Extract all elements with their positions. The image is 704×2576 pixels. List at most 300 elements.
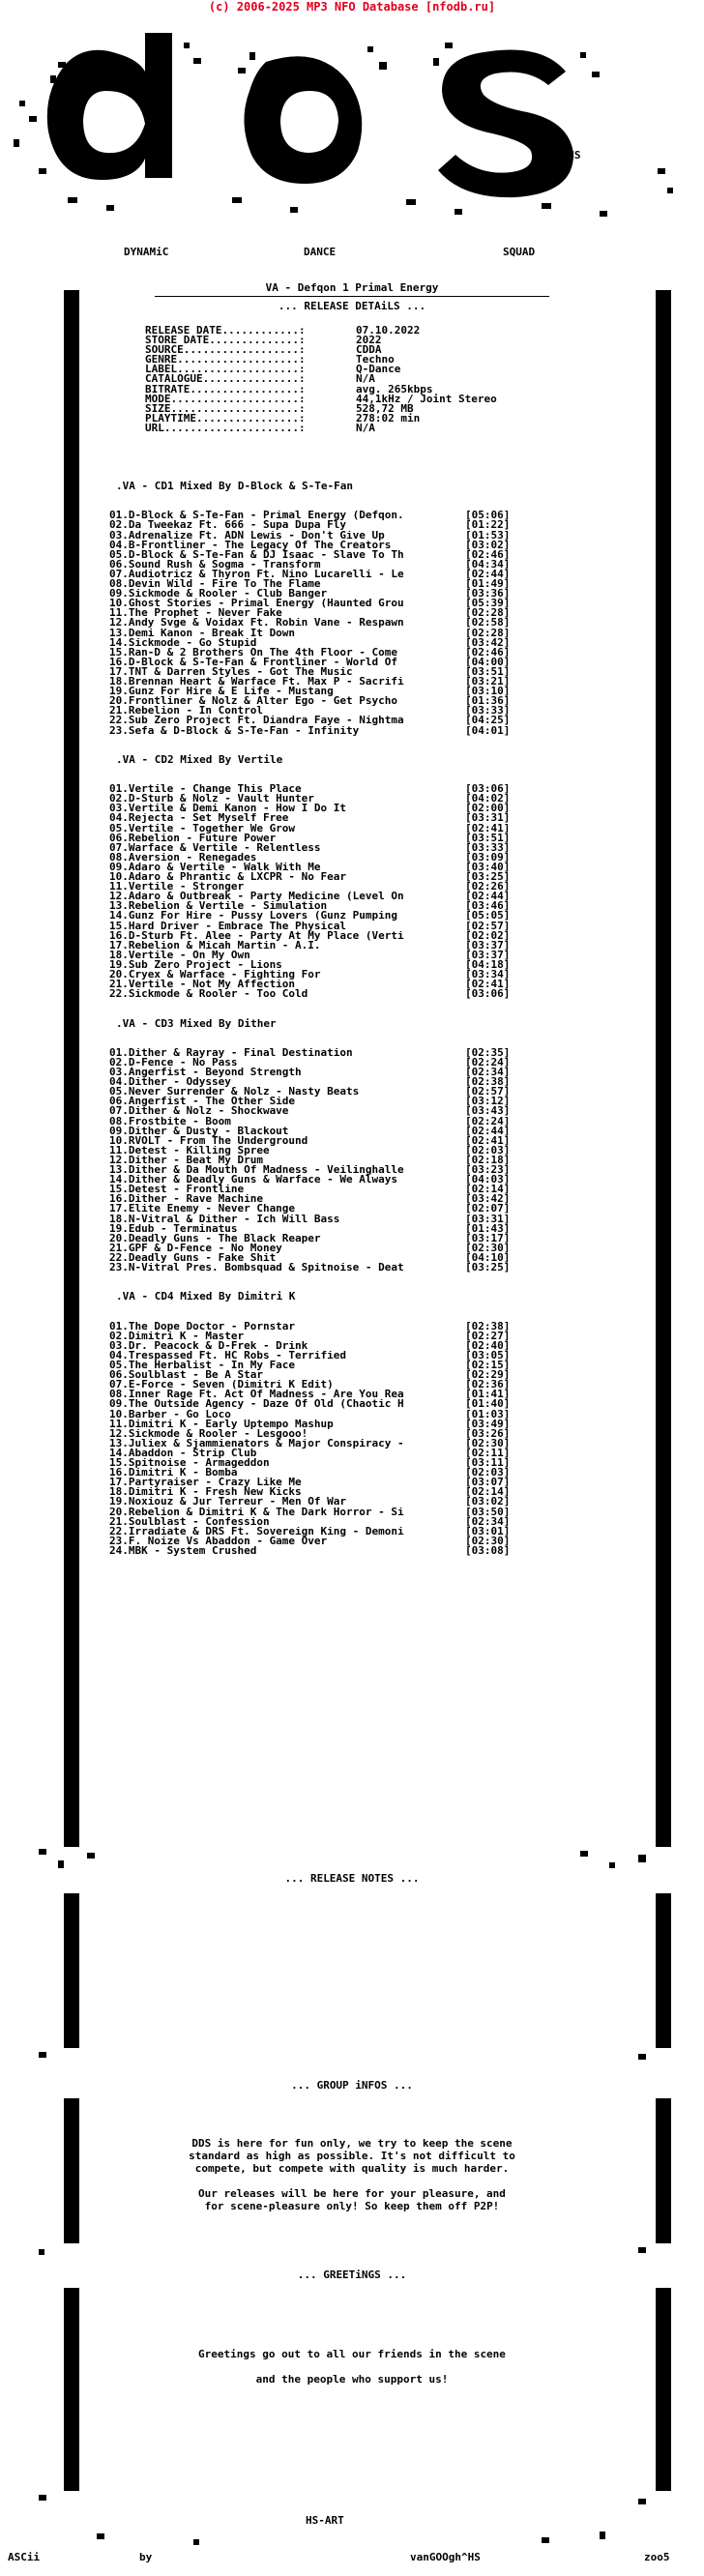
detail-value: avg. 265kbps xyxy=(356,382,433,395)
track-row xyxy=(109,1487,523,1497)
track-row xyxy=(109,1114,523,1127)
track-row xyxy=(109,618,523,628)
track-title: 16.D-Sturb Ft. Alee - Party At My Place (Verti xyxy=(109,930,404,941)
track-row xyxy=(109,589,523,599)
track-row xyxy=(109,1390,523,1399)
track-row xyxy=(109,1068,523,1077)
track-title: 16.Dither - Rave Machine xyxy=(109,1194,263,1205)
track-duration: [03:43] xyxy=(465,1104,511,1118)
track-title: 13.Rebelion & Vertile - Simulation xyxy=(109,901,328,912)
track-duration: [02:27] xyxy=(465,1329,511,1342)
track-row xyxy=(109,547,523,561)
track-duration: [02:30] xyxy=(465,1241,511,1254)
detail-value: 528,72 MB xyxy=(356,401,414,415)
track-duration: [03:25] xyxy=(465,870,511,883)
cd-heading: .VA - CD1 Mixed By D-Block & S-Te-Fan xyxy=(116,480,354,492)
track-row xyxy=(109,1505,523,1518)
track-row xyxy=(109,813,523,823)
track-title: 03.Adrenalize Ft. ADN Lewis - Don't Give Up xyxy=(109,530,385,541)
dds-logo xyxy=(0,23,704,255)
text-line: DDS is here for fun only, we try to keep the scene xyxy=(191,2137,513,2150)
track-title: 07.Warface & Vertile - Relentless xyxy=(109,842,321,853)
track-duration: [02:46] xyxy=(465,645,511,659)
detail-value: 278:02 min xyxy=(356,411,421,424)
track-duration: [03:31] xyxy=(465,1212,511,1225)
track-row xyxy=(109,1514,523,1528)
ornament-pixel xyxy=(39,2495,46,2501)
track-title: 23.F. Noize Vs Abaddon - Game Over xyxy=(109,1536,328,1546)
track-title: 10.RVOLT - From The Underground xyxy=(109,1135,308,1146)
track-row xyxy=(109,1175,523,1185)
track-duration: [02:41] xyxy=(465,821,511,834)
track-duration: [02:03] xyxy=(465,1466,511,1479)
track-title: 17.TNT & Darren Styles - Got The Music xyxy=(109,666,353,677)
track-title: 02.D-Sturb & Nolz - Vault Hunter xyxy=(109,794,314,805)
track-title: 10.Ghost Stories - Primal Energy (Haunted Grou xyxy=(109,599,404,609)
track-row xyxy=(109,989,523,999)
track-row xyxy=(109,901,523,911)
track-title: 06.Angerfist - The Other Side xyxy=(109,1097,296,1107)
track-duration: [03:09] xyxy=(465,850,511,864)
track-row xyxy=(109,850,523,864)
track-duration: [04:34] xyxy=(465,557,511,571)
track-duration: [01:43] xyxy=(465,1221,511,1235)
track-title: 11.Dimitri K - Early Uptempo Mashup xyxy=(109,1419,334,1429)
track-title: 14.Gunz For Hire - Pussy Lovers (Gunz Pumping xyxy=(109,911,398,922)
track-duration: [02:58] xyxy=(465,616,511,629)
track-title: 07.Audiotricz & Thyron Ft. Nino Lucarelli - Le xyxy=(109,569,404,579)
track-row xyxy=(109,723,523,737)
track-title: 01.The Dope Doctor - Pornstar xyxy=(109,1321,296,1332)
track-title: 03.Angerfist - Beyond Strength xyxy=(109,1068,302,1078)
track-duration: [02:14] xyxy=(465,1485,511,1499)
track-duration: [02:44] xyxy=(465,890,511,903)
track-title: 23.N-Vitral Pres. Bombsquad & Spitnoise - Deat xyxy=(109,1263,404,1273)
track-duration: [04:25] xyxy=(465,714,511,727)
track-title: 18.Vertile - On My Own xyxy=(109,950,250,960)
track-duration: [04:18] xyxy=(465,957,511,971)
track-row xyxy=(109,1241,523,1254)
detail-value: N/A xyxy=(356,421,375,434)
logo-side-g: G xyxy=(555,126,562,138)
track-title: 01.Vertile - Change This Place xyxy=(109,784,302,795)
greetings-frame xyxy=(64,2288,671,2491)
track-row xyxy=(109,938,523,951)
track-duration: [03:37] xyxy=(465,938,511,951)
track-row xyxy=(109,957,523,971)
track-row xyxy=(109,579,523,589)
track-title: 14.Dither & Deadly Guns & Warface - We Always xyxy=(109,1175,398,1186)
track-duration: [05:39] xyxy=(465,597,511,610)
track-duration: [03:12] xyxy=(465,1095,511,1108)
cd-heading: .VA - CD3 Mixed By Dither xyxy=(116,1016,277,1030)
track-duration: [03:51] xyxy=(465,664,511,678)
track-duration: [02:36] xyxy=(465,1378,511,1391)
detail-value: 44,1kHz / Joint Stereo xyxy=(356,392,497,405)
track-duration: [03:34] xyxy=(465,968,511,981)
track-row xyxy=(109,557,523,571)
track-duration: [02:40] xyxy=(465,1338,511,1352)
track-title: 19.Edub - Terminatus xyxy=(109,1223,238,1234)
track-title: 20.Deadly Guns - The Black Reaper xyxy=(109,1233,321,1244)
text-line: for scene-pleasure only! So keep them off P2P! xyxy=(204,2200,500,2212)
track-duration: [04:01] xyxy=(465,723,511,737)
track-title: 22.Sub Zero Project Ft. Diandra Faye - Nightma xyxy=(109,716,404,726)
text-line: standard as high as possible. It's not difficult to xyxy=(189,2150,515,2162)
track-duration: [04:00] xyxy=(465,655,511,668)
track-duration: [03:42] xyxy=(465,635,511,649)
track-row xyxy=(109,626,523,639)
track-row xyxy=(109,1524,523,1537)
track-title: 22.Irradiate & DRS Ft. Sovereign King - Demoni xyxy=(109,1526,404,1537)
release-details xyxy=(145,326,497,433)
track-title: 05.Never Surrender & Nolz - Nasty Beats xyxy=(109,1087,360,1098)
track-title: 21.GPF & D-Fence - No Money xyxy=(109,1243,282,1253)
track-row xyxy=(109,1194,523,1204)
track-row xyxy=(109,1077,523,1087)
track-duration: [03:40] xyxy=(465,860,511,873)
track-duration: [02:34] xyxy=(465,1066,511,1078)
track-duration: [02:28] xyxy=(465,626,511,639)
track-row xyxy=(109,1221,523,1235)
track-title: 12.Andy Svge & Voidax Ft. Robin Vane - Respawn xyxy=(109,618,404,629)
logo-letter-s xyxy=(438,50,573,198)
track-duration: [02:30] xyxy=(465,1436,511,1449)
track-duration: [02:46] xyxy=(465,547,511,561)
track-duration: [03:07] xyxy=(465,1476,511,1489)
track-title: 22.Deadly Guns - Fake Shit xyxy=(109,1252,277,1263)
track-title: 08.Devin Wild - Fire To The Flame xyxy=(109,579,321,590)
ornament-pixel xyxy=(97,2533,104,2539)
track-row xyxy=(109,706,523,716)
track-row xyxy=(109,1534,523,1547)
track-title: 02.D-Fence - No Pass xyxy=(109,1057,238,1068)
track-title: 13.Dither & Da Mouth Of Madness - Veilinghalle xyxy=(109,1165,404,1176)
track-row xyxy=(109,1250,523,1264)
detail-key: CATALOGUE...............: xyxy=(145,372,306,386)
track-row xyxy=(109,520,523,530)
track-duration: [01:22] xyxy=(465,518,511,532)
track-duration: [02:57] xyxy=(465,1085,511,1098)
track-duration: [02:29] xyxy=(465,1368,511,1382)
ornament-pixel xyxy=(638,2499,646,2504)
track-row xyxy=(109,980,523,989)
track-row xyxy=(109,1087,523,1097)
track-row xyxy=(109,928,523,942)
track-title: 15.Detest - Frontline xyxy=(109,1185,245,1195)
track-row xyxy=(109,970,523,980)
track-row xyxy=(109,948,523,961)
footer-zoo5: zoo5 xyxy=(644,2551,670,2563)
ornament-pixel xyxy=(58,1860,64,1868)
track-row xyxy=(109,821,523,834)
track-row xyxy=(109,511,523,520)
track-title: 09.Sickmode & Rooler - Club Banger xyxy=(109,589,328,600)
cd-heading: .VA - CD4 Mixed By Dimitri K xyxy=(116,1290,296,1303)
track-duration: [02:18] xyxy=(465,1153,511,1166)
track-title: 20.Rebelion & Dimitri K & The Dark Horror - Si xyxy=(109,1507,404,1517)
track-duration: [02:28] xyxy=(465,606,511,620)
track-duration: [02:24] xyxy=(465,1055,511,1068)
track-title: 22.Sickmode & Rooler - Too Cold xyxy=(109,989,308,1000)
track-title: 05.The Herbalist - In My Face xyxy=(109,1361,296,1371)
track-duration: [02:00] xyxy=(465,802,511,815)
track-row xyxy=(109,1045,523,1059)
track-title: 20.Frontliner & Nolz & Alter Ego - Get Psycho xyxy=(109,696,398,707)
track-title: 24.MBK - System Crushed xyxy=(109,1545,257,1556)
detail-key: LABEL...................: xyxy=(145,363,306,376)
track-duration: [02:57] xyxy=(465,919,511,932)
track-duration: [04:03] xyxy=(465,1173,511,1186)
track-duration: [01:36] xyxy=(465,694,511,708)
track-row xyxy=(109,1478,523,1487)
logo-side-ohs: O"HS xyxy=(555,149,581,161)
track-title: 02.Da Tweekaz Ft. 666 - Supa Dupa Fly xyxy=(109,520,347,531)
track-duration: [02:11] xyxy=(465,1446,511,1459)
track-title: 09.Adaro & Vertile - Walk With Me xyxy=(109,862,321,872)
track-row xyxy=(109,1212,523,1225)
track-duration: [03:51] xyxy=(465,831,511,844)
track-title: 10.Barber - Go Loco xyxy=(109,1409,231,1420)
track-duration: [03:33] xyxy=(465,704,511,717)
track-row xyxy=(109,794,523,804)
track-duration: [04:10] xyxy=(465,1250,511,1264)
track-row xyxy=(109,645,523,659)
track-duration: [03:25] xyxy=(465,1261,511,1273)
track-row xyxy=(109,677,523,687)
track-duration: [03:50] xyxy=(465,1505,511,1518)
track-row xyxy=(109,1133,523,1147)
track-duration: [02:26] xyxy=(465,880,511,893)
track-title: 07.E-Force - Seven (Dimitri K Edit) xyxy=(109,1380,334,1390)
track-title: 11.Vertile - Stronger xyxy=(109,882,245,893)
track-title: 05.Vertile - Together We Grow xyxy=(109,823,296,834)
track-duration: [02:02] xyxy=(465,928,511,942)
track-title: 19.Gunz For Hire & E Life - Mustang xyxy=(109,687,334,697)
group-heading: ... GROUP iNFOS ... xyxy=(291,2079,413,2092)
ornament-pixel xyxy=(39,2052,46,2058)
track-duration: [03:23] xyxy=(465,1163,511,1176)
track-row xyxy=(109,538,523,551)
track-duration: [02:03] xyxy=(465,1143,511,1156)
track-title: 10.Adaro & Phrantic & LXCPR - No Fear xyxy=(109,872,347,883)
cd-heading: .VA - CD2 Mixed By Vertile xyxy=(116,752,283,766)
track-row xyxy=(109,911,523,921)
track-row xyxy=(109,528,523,542)
notes-frame xyxy=(64,1893,671,2048)
track-title: 19.Sub Zero Project - Lions xyxy=(109,959,282,970)
track-row xyxy=(109,1426,523,1440)
track-row xyxy=(109,872,523,882)
track-title: 05.D-Block & S-Te-Fan & DJ Isaac - Slave To Th xyxy=(109,549,404,560)
track-row xyxy=(109,1458,523,1468)
track-title: 02.Dimitri K - Master xyxy=(109,1331,245,1341)
track-row xyxy=(109,892,523,901)
track-duration: [03:33] xyxy=(465,840,511,854)
track-duration: [03:02] xyxy=(465,1495,511,1508)
track-title: 08.Frostbite - Boom xyxy=(109,1116,231,1127)
track-row xyxy=(109,1399,523,1409)
track-duration: [03:10] xyxy=(465,685,511,698)
track-title: 01.Dither & Rayray - Final Destination xyxy=(109,1047,353,1058)
track-duration: [03:26] xyxy=(465,1426,511,1440)
detail-value: 07.10.2022 xyxy=(356,324,421,337)
track-row xyxy=(109,1097,523,1106)
track-title: 21.Vertile - Not My Affection xyxy=(109,980,296,990)
track-row xyxy=(109,635,523,649)
track-title: 15.Hard Driver - Embrace The Physical xyxy=(109,921,347,931)
track-duration: [03:06] xyxy=(465,782,511,796)
track-row xyxy=(109,831,523,844)
ornament-pixel xyxy=(609,1862,615,1868)
track-title: 11.The Prophet - Never Fake xyxy=(109,608,282,619)
ornament-pixel xyxy=(39,1849,46,1855)
release-title: VA - Defqon 1 Primal Energy xyxy=(155,281,549,297)
track-duration: [03:08] xyxy=(465,1543,511,1557)
track-duration: [02:14] xyxy=(465,1183,511,1196)
track-title: 12.Adaro & Outbreak - Party Medicine (Level On xyxy=(109,892,404,902)
track-row xyxy=(109,860,523,873)
ornament-pixel xyxy=(600,2532,605,2539)
track-title: 14.Abaddon - Strip Club xyxy=(109,1448,257,1458)
detail-key: MODE....................: xyxy=(145,392,306,405)
track-duration: [02:41] xyxy=(465,1133,511,1147)
track-title: 16.D-Block & S-Te-Fan & Frontliner - World Of xyxy=(109,657,398,667)
track-title: 06.Sound Rush & Sogma - Transform xyxy=(109,559,321,570)
greetings-heading: ... GREETiNGS ... xyxy=(297,2269,407,2281)
track-title: 17.Rebelion & Micah Martin - A.I. xyxy=(109,940,321,951)
ornament-pixel xyxy=(193,2539,199,2545)
track-title: 04.Rejecta - Set Myself Free xyxy=(109,813,289,824)
track-title: 04.Dither - Odyssey xyxy=(109,1077,231,1088)
track-title: 23.Sefa & D-Block & S-Te-Fan - Infinity xyxy=(109,725,360,736)
track-title: 18.N-Vitral & Dither - Ich Will Bass xyxy=(109,1214,340,1224)
track-row xyxy=(109,696,523,706)
ornament-pixel xyxy=(39,2249,44,2255)
track-title: 13.Juliex & Sjammienators & Major Conspiracy - xyxy=(109,1438,404,1449)
logo-word-squad: SQUAD xyxy=(503,246,536,258)
track-title: 21.Rebelion - In Control xyxy=(109,706,263,717)
track-row xyxy=(109,804,523,813)
track-row xyxy=(109,1319,523,1332)
text-line: Greetings go out to all our friends in the scene xyxy=(198,2348,506,2360)
track-title: 06.Rebelion - Future Power xyxy=(109,833,277,843)
track-row xyxy=(109,1185,523,1194)
text-line: compete, but compete with quality is much harder. xyxy=(194,2162,510,2175)
detail-value: CDDA xyxy=(356,343,382,357)
notes-heading: ... RELEASE NOTES ... xyxy=(284,1872,420,1885)
track-row xyxy=(109,1468,523,1478)
track-duration: [03:17] xyxy=(465,1231,511,1244)
detail-value: Techno xyxy=(356,353,395,366)
detail-key: URL.....................: xyxy=(145,421,306,434)
track-duration: [04:02] xyxy=(465,792,511,805)
logo-word-dance: DANCE xyxy=(304,246,337,258)
track-row xyxy=(109,1231,523,1244)
track-duration: [02:24] xyxy=(465,1114,511,1127)
track-duration: [03:36] xyxy=(465,587,511,600)
track-row xyxy=(109,1143,523,1156)
track-title: 18.Dimitri K - Fresh New Kicks xyxy=(109,1487,302,1498)
track-row xyxy=(109,919,523,932)
track-duration: [03:46] xyxy=(465,899,511,913)
track-row xyxy=(109,1348,523,1361)
track-title: 12.Dither - Beat My Drum xyxy=(109,1155,263,1165)
track-row xyxy=(109,608,523,618)
track-title: 09.The Outside Agency - Daze Of Old (Chaotic H xyxy=(109,1399,404,1410)
detail-value: N/A xyxy=(356,372,375,386)
track-duration: [03:06] xyxy=(465,987,511,1001)
track-row xyxy=(109,1263,523,1273)
nfodb-credit: (c) 2006-2025 MP3 NFO Database [nfodb.ru] xyxy=(208,0,496,14)
track-title: 20.Cryex & Warface - Fighting For xyxy=(109,970,321,981)
track-duration: [05:06] xyxy=(465,509,511,522)
track-row xyxy=(109,882,523,892)
track-duration: [01:41] xyxy=(465,1388,511,1401)
track-duration: [02:07] xyxy=(465,1202,511,1215)
track-row xyxy=(109,664,523,678)
ornament-pixel xyxy=(638,2054,646,2060)
logo-letter-d2 xyxy=(244,56,362,184)
track-title: 04.B-Frontliner - The Legacy Of The Creators xyxy=(109,540,392,550)
track-title: 18.Brennan Heart & Warface Ft. Max P - Sacrifi xyxy=(109,677,404,688)
detail-key: SOURCE..................: xyxy=(145,343,306,357)
track-title: 15.Spitnoise - Armageddon xyxy=(109,1458,270,1469)
track-title: 08.Inner Rage Ft. Act Of Madness - Are You Rea xyxy=(109,1390,404,1400)
track-duration: [03:21] xyxy=(465,675,511,688)
text-line: Our releases will be here for your pleasure, and xyxy=(198,2187,506,2200)
track-title: 19.Noxiouz & Jur Terreur - Men Of War xyxy=(109,1497,347,1508)
track-title: 06.Soulblast - Be A Star xyxy=(109,1370,263,1381)
detail-value: 2022 xyxy=(356,334,382,347)
logo-side-o: O xyxy=(555,137,562,150)
track-duration: [02:30] xyxy=(465,1534,511,1547)
track-duration: [03:11] xyxy=(465,1456,511,1469)
track-duration: [02:44] xyxy=(465,1124,511,1137)
track-row xyxy=(109,1543,523,1557)
track-row xyxy=(109,687,523,696)
track-row xyxy=(109,1204,523,1214)
detail-key: RELEASE DATE............: xyxy=(145,324,306,337)
track-duration: [05:05] xyxy=(465,909,511,922)
track-row xyxy=(109,1338,523,1352)
detail-key: GENRE...................: xyxy=(145,353,306,366)
track-title: 11.Detest - Killing Spree xyxy=(109,1145,270,1156)
track-row xyxy=(109,1370,523,1380)
track-duration: [02:41] xyxy=(465,978,511,991)
track-duration: [02:38] xyxy=(465,1319,511,1332)
track-duration: [02:44] xyxy=(465,567,511,580)
track-duration: [03:37] xyxy=(465,948,511,961)
footer-art-label: HS-ART xyxy=(306,2514,344,2527)
track-title: 21.Soulblast - Confession xyxy=(109,1516,270,1527)
track-title: 01.D-Block & S-Te-Fan - Primal Energy (Defqon. xyxy=(109,511,404,521)
track-title: 17.Partyraiser - Crazy Like Me xyxy=(109,1478,302,1488)
track-duration: [03:42] xyxy=(465,1192,511,1206)
ornament-pixel xyxy=(638,2247,646,2253)
track-title: 13.Demi Kanon - Break It Down xyxy=(109,628,296,638)
detail-value: Q-Dance xyxy=(356,363,401,376)
track-duration: [03:49] xyxy=(465,1417,511,1430)
track-row xyxy=(109,567,523,580)
track-duration: [01:03] xyxy=(465,1407,511,1420)
detail-key: SIZE....................: xyxy=(145,401,306,415)
track-row xyxy=(109,1329,523,1342)
details-heading: ... RELEASE DETAiLS ... xyxy=(278,300,426,312)
track-row xyxy=(109,1380,523,1390)
track-title: 03.Dr. Peacock & D-Frek - Drink xyxy=(109,1340,308,1351)
detail-row xyxy=(145,421,497,434)
